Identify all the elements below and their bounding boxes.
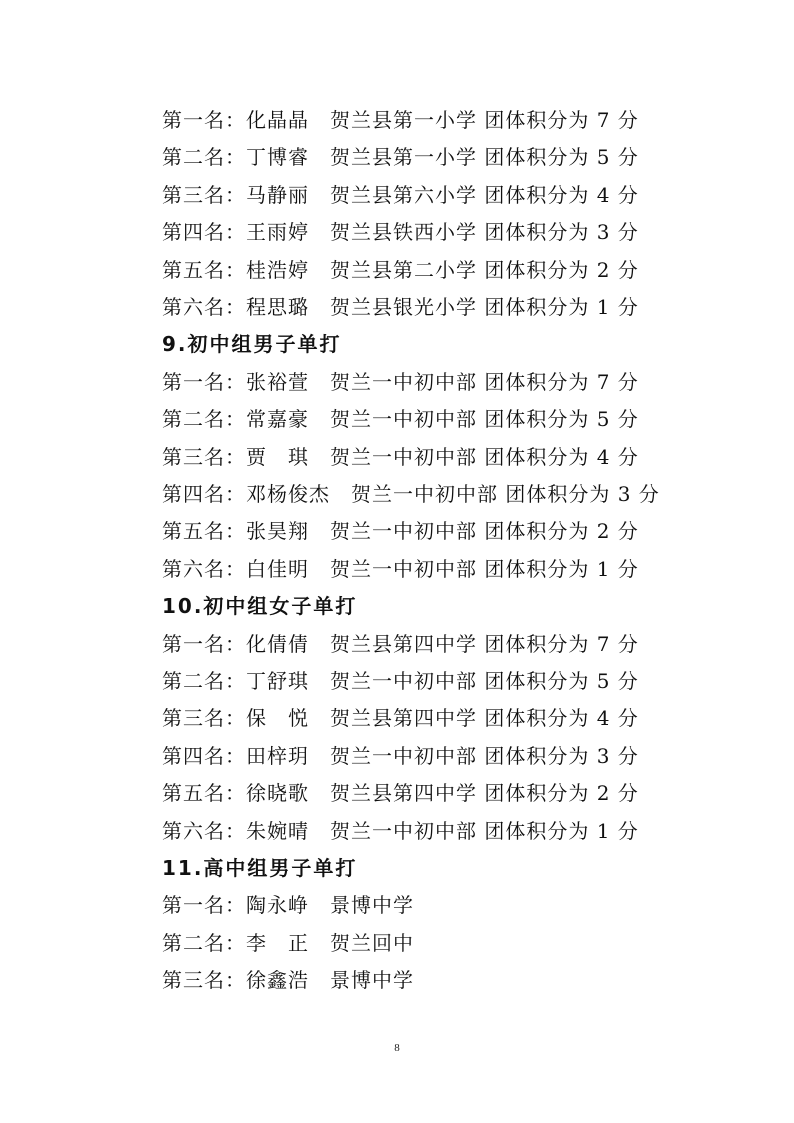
result-line: 第六名：程思璐 贺兰县银光小学 团体积分为 1 分 xyxy=(162,295,639,319)
result-line: 第二名：丁舒琪 贺兰一中初中部 团体积分为 5 分 xyxy=(162,669,639,693)
result-line: 第一名：化晶晶 贺兰县第一小学 团体积分为 7 分 xyxy=(162,108,639,132)
result-line: 第一名：陶永峥 景博中学 xyxy=(162,893,414,918)
result-line: 第一名：张裕萱 贺兰一中初中部 团体积分为 7 分 xyxy=(162,369,639,394)
result-line: 第四名：邓杨俊杰 贺兰一中初中部 团体积分为 3 分 xyxy=(162,482,660,506)
result-line: 第四名：王雨婷 贺兰县铁西小学 团体积分为 3 分 xyxy=(162,220,639,245)
result-line: 第五名：张昊翔 贺兰一中初中部 团体积分为 2 分 xyxy=(162,519,639,544)
result-line: 第一名：化倩倩 贺兰县第四中学 团体积分为 7 分 xyxy=(162,631,639,656)
result-line: 第六名：白佳明 贺兰一中初中部 团体积分为 1 分 xyxy=(162,556,639,581)
result-line: 第六名：朱婉晴 贺兰一中初中部 团体积分为 1 分 xyxy=(162,818,639,843)
result-line: 第二名：常嘉豪 贺兰一中初中部 团体积分为 5 分 xyxy=(162,407,639,432)
page-number: 8 xyxy=(394,1042,400,1054)
result-line: 第五名：桂浩婷 贺兰县第二小学 团体积分为 2 分 xyxy=(162,257,639,282)
result-line: 第三名：马静丽 贺兰县第六小学 团体积分为 4 分 xyxy=(162,182,639,207)
result-line: 第二名：李 正 贺兰回中 xyxy=(162,930,414,955)
section-heading: 11.高中组男子单打 xyxy=(162,856,358,880)
result-line: 第二名：丁博睿 贺兰县第一小学 团体积分为 5 分 xyxy=(162,145,639,170)
result-line: 第五名：徐晓歌 贺兰县第四中学 团体积分为 2 分 xyxy=(162,781,639,806)
section-heading: 9.初中组男子单打 xyxy=(162,332,342,357)
result-line: 第三名：贾 琪 贺兰一中初中部 团体积分为 4 分 xyxy=(162,444,639,469)
section-heading: 10.初中组女子单打 xyxy=(162,594,358,619)
result-line: 第三名：保 悦 贺兰县第四中学 团体积分为 4 分 xyxy=(162,706,639,731)
result-line: 第四名：田梓玥 贺兰一中初中部 团体积分为 3 分 xyxy=(162,743,639,768)
result-line: 第三名：徐鑫浩 景博中学 xyxy=(162,968,414,993)
